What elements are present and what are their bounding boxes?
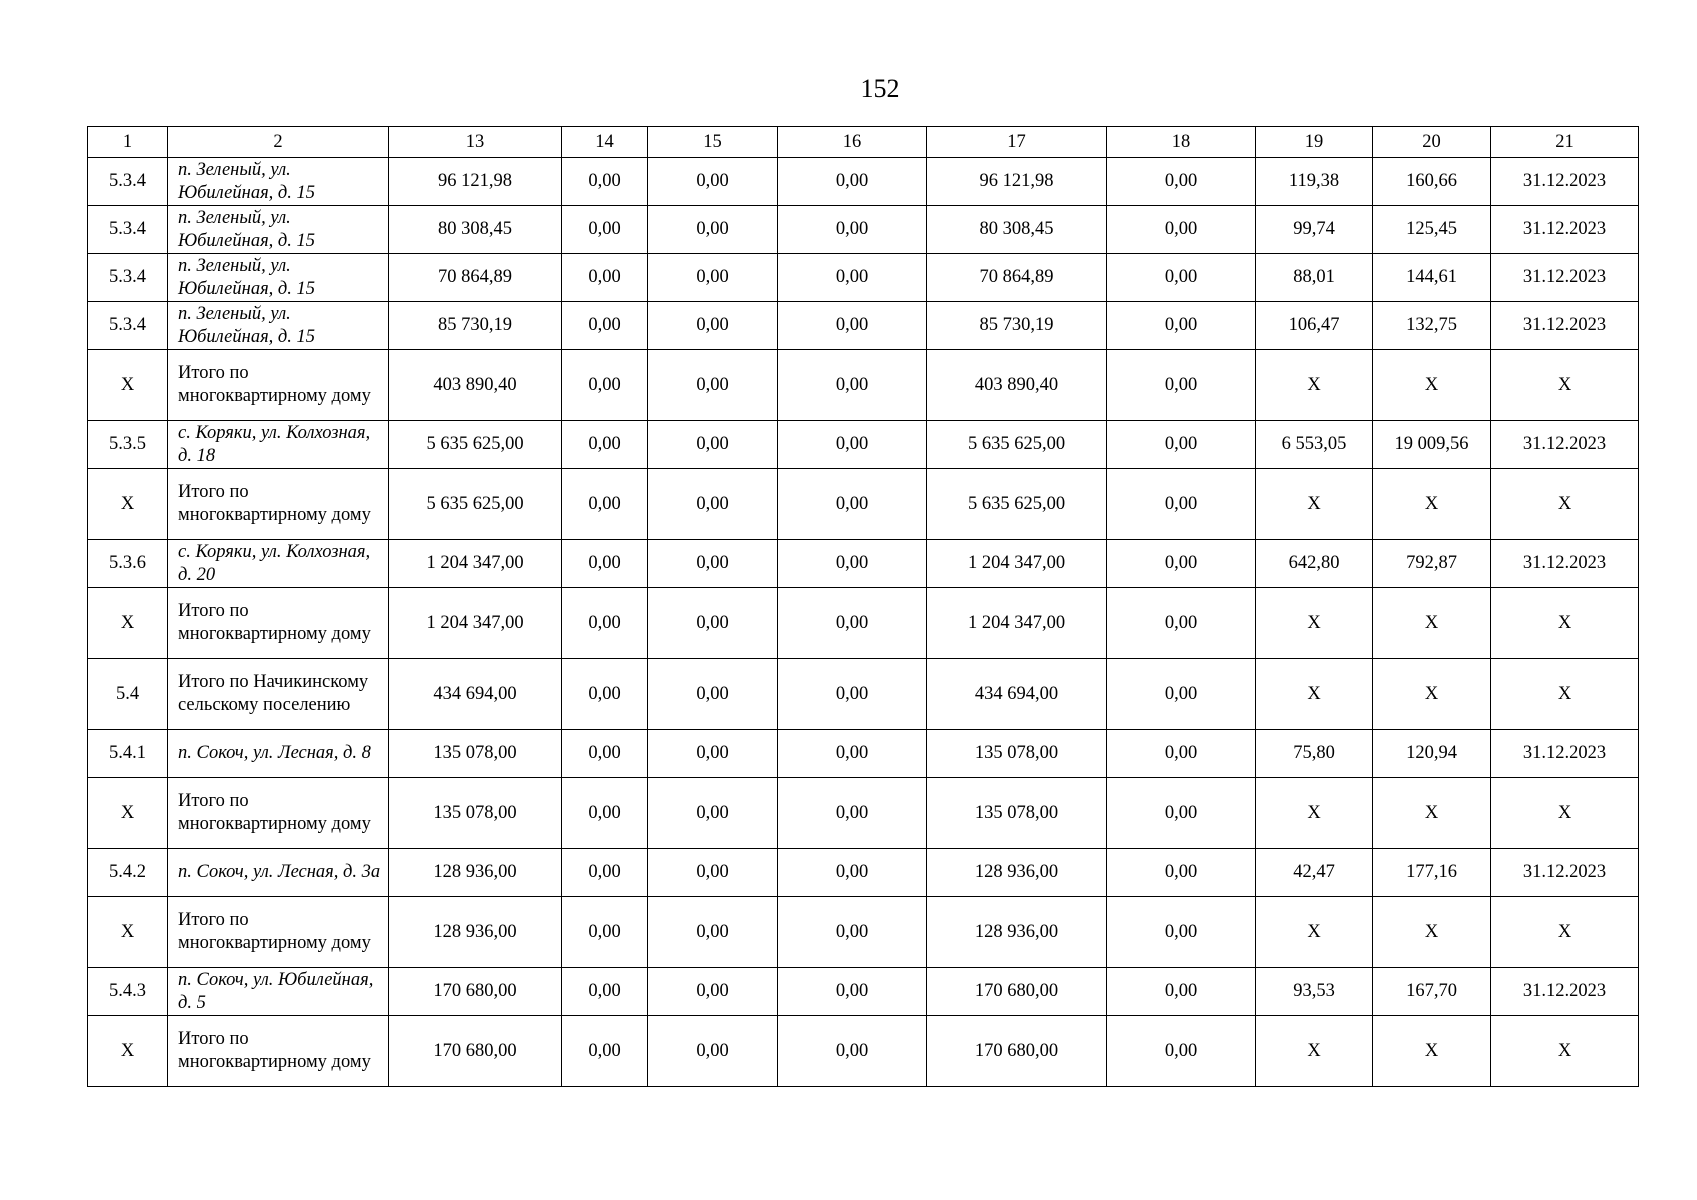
- cell-col14: 0,00: [562, 421, 648, 469]
- cell-col16: 0,00: [778, 897, 927, 968]
- cell-col13: 80 308,45: [389, 206, 562, 254]
- cell-col19: Х: [1256, 778, 1373, 849]
- cell-col19: 75,80: [1256, 730, 1373, 778]
- header-cell: 16: [778, 127, 927, 158]
- cell-col16: 0,00: [778, 588, 927, 659]
- cell-col17: 434 694,00: [927, 659, 1107, 730]
- cell-col13: 135 078,00: [389, 778, 562, 849]
- cell-col18: 0,00: [1107, 588, 1256, 659]
- cell-col18: 0,00: [1107, 421, 1256, 469]
- cell-col16: 0,00: [778, 469, 927, 540]
- cell-col13: 70 864,89: [389, 254, 562, 302]
- cell-col15: 0,00: [648, 158, 778, 206]
- cell-col15: 0,00: [648, 206, 778, 254]
- cell-col18: 0,00: [1107, 254, 1256, 302]
- table-row: [88, 302, 1639, 350]
- cell-col17: 85 730,19: [927, 302, 1107, 350]
- cell-col20: 160,66: [1373, 158, 1491, 206]
- cell-col20: 19 009,56: [1373, 421, 1491, 469]
- cell-col15: 0,00: [648, 421, 778, 469]
- table-row-total: [88, 1016, 1639, 1087]
- cell-address: п. Зеленый, ул. Юбилейная, д. 15: [168, 254, 389, 302]
- cell-col16: 0,00: [778, 158, 927, 206]
- cell-col13: 403 890,40: [389, 350, 562, 421]
- cell-col14: 0,00: [562, 588, 648, 659]
- cell-col21: Х: [1491, 588, 1639, 659]
- cell-col21: Х: [1491, 897, 1639, 968]
- table-row: [88, 254, 1639, 302]
- cell-col14: 0,00: [562, 540, 648, 588]
- cell-col14: 0,00: [562, 1016, 648, 1087]
- cell-col15: 0,00: [648, 350, 778, 421]
- cell-col17: 128 936,00: [927, 849, 1107, 897]
- cell-col15: 0,00: [648, 302, 778, 350]
- cell-col19: Х: [1256, 588, 1373, 659]
- cell-col17: 135 078,00: [927, 730, 1107, 778]
- table-row-total: [88, 778, 1639, 849]
- cell-col18: 0,00: [1107, 659, 1256, 730]
- cell-col14: 0,00: [562, 469, 648, 540]
- cell-number: 5.3.4: [88, 158, 168, 206]
- cell-col16: 0,00: [778, 659, 927, 730]
- cell-number: Х: [88, 897, 168, 968]
- cell-address: Итого по многоквартирному дому: [168, 1016, 389, 1087]
- cell-col15: 0,00: [648, 469, 778, 540]
- cell-col14: 0,00: [562, 897, 648, 968]
- cell-col15: 0,00: [648, 254, 778, 302]
- header-cell: 14: [562, 127, 648, 158]
- cell-col18: 0,00: [1107, 158, 1256, 206]
- cell-col20: 792,87: [1373, 540, 1491, 588]
- cell-col21: 31.12.2023: [1491, 254, 1639, 302]
- cell-address: Итого по многоквартирному дому: [168, 897, 389, 968]
- cell-col15: 0,00: [648, 778, 778, 849]
- cell-col20: 132,75: [1373, 302, 1491, 350]
- table-row-total: [88, 897, 1639, 968]
- cell-col13: 128 936,00: [389, 849, 562, 897]
- header-cell: 1: [88, 127, 168, 158]
- table-row: [88, 968, 1639, 1016]
- cell-col19: 88,01: [1256, 254, 1373, 302]
- cell-address: Итого по многоквартирному дому: [168, 469, 389, 540]
- cell-address: п. Сокоч, ул. Лесная, д. 8: [168, 730, 389, 778]
- table-row-total: [88, 588, 1639, 659]
- cell-number: Х: [88, 1016, 168, 1087]
- cell-col14: 0,00: [562, 659, 648, 730]
- cell-col16: 0,00: [778, 849, 927, 897]
- cell-col21: Х: [1491, 659, 1639, 730]
- header-cell: 15: [648, 127, 778, 158]
- table-row-total: [88, 350, 1639, 421]
- cell-col18: 0,00: [1107, 968, 1256, 1016]
- cell-col21: 31.12.2023: [1491, 421, 1639, 469]
- cell-col18: 0,00: [1107, 206, 1256, 254]
- table-row: [88, 730, 1639, 778]
- page-number: 152: [860, 74, 900, 103]
- cell-col17: 70 864,89: [927, 254, 1107, 302]
- cell-col17: 170 680,00: [927, 968, 1107, 1016]
- cell-col19: Х: [1256, 469, 1373, 540]
- cell-col13: 96 121,98: [389, 158, 562, 206]
- cell-col20: 144,61: [1373, 254, 1491, 302]
- cell-address: п. Зеленый, ул. Юбилейная, д. 15: [168, 158, 389, 206]
- cell-col14: 0,00: [562, 254, 648, 302]
- cell-number: 5.4.3: [88, 968, 168, 1016]
- cell-col15: 0,00: [648, 659, 778, 730]
- cell-col21: 31.12.2023: [1491, 206, 1639, 254]
- cell-col18: 0,00: [1107, 730, 1256, 778]
- cell-col17: 1 204 347,00: [927, 588, 1107, 659]
- header-cell: 18: [1107, 127, 1256, 158]
- cell-col15: 0,00: [648, 540, 778, 588]
- cell-col20: 125,45: [1373, 206, 1491, 254]
- cell-col20: Х: [1373, 897, 1491, 968]
- table-header-row: [88, 127, 1639, 158]
- data-table: [87, 126, 1639, 1087]
- cell-col14: 0,00: [562, 206, 648, 254]
- cell-col18: 0,00: [1107, 350, 1256, 421]
- cell-col19: Х: [1256, 1016, 1373, 1087]
- cell-col20: 167,70: [1373, 968, 1491, 1016]
- cell-col17: 403 890,40: [927, 350, 1107, 421]
- cell-number: Х: [88, 350, 168, 421]
- cell-col15: 0,00: [648, 1016, 778, 1087]
- cell-col16: 0,00: [778, 302, 927, 350]
- cell-col16: 0,00: [778, 968, 927, 1016]
- cell-col15: 0,00: [648, 897, 778, 968]
- cell-col14: 0,00: [562, 350, 648, 421]
- cell-col17: 128 936,00: [927, 897, 1107, 968]
- cell-address: Итого по многоквартирному дому: [168, 350, 389, 421]
- cell-col17: 135 078,00: [927, 778, 1107, 849]
- cell-col15: 0,00: [648, 730, 778, 778]
- cell-number: Х: [88, 469, 168, 540]
- header-cell: 17: [927, 127, 1107, 158]
- cell-col19: Х: [1256, 350, 1373, 421]
- cell-col17: 5 635 625,00: [927, 469, 1107, 540]
- cell-col13: 5 635 625,00: [389, 469, 562, 540]
- cell-col20: Х: [1373, 778, 1491, 849]
- cell-col18: 0,00: [1107, 302, 1256, 350]
- cell-col19: 93,53: [1256, 968, 1373, 1016]
- cell-col13: 85 730,19: [389, 302, 562, 350]
- cell-col20: 177,16: [1373, 849, 1491, 897]
- cell-col19: 642,80: [1256, 540, 1373, 588]
- cell-col14: 0,00: [562, 849, 648, 897]
- cell-col15: 0,00: [648, 849, 778, 897]
- table-row-total: [88, 659, 1639, 730]
- cell-col20: Х: [1373, 1016, 1491, 1087]
- cell-col17: 5 635 625,00: [927, 421, 1107, 469]
- cell-col13: 170 680,00: [389, 968, 562, 1016]
- cell-col13: 434 694,00: [389, 659, 562, 730]
- cell-address: п. Зеленый, ул. Юбилейная, д. 15: [168, 206, 389, 254]
- cell-col19: 119,38: [1256, 158, 1373, 206]
- cell-col21: 31.12.2023: [1491, 849, 1639, 897]
- cell-col13: 128 936,00: [389, 897, 562, 968]
- cell-col21: Х: [1491, 778, 1639, 849]
- cell-col21: Х: [1491, 350, 1639, 421]
- cell-number: 5.3.4: [88, 302, 168, 350]
- cell-col13: 5 635 625,00: [389, 421, 562, 469]
- cell-col18: 0,00: [1107, 778, 1256, 849]
- cell-address: с. Коряки, ул. Колхозная, д. 18: [168, 421, 389, 469]
- cell-address: п. Сокоч, ул. Лесная, д. 3а: [168, 849, 389, 897]
- cell-number: 5.3.5: [88, 421, 168, 469]
- cell-col18: 0,00: [1107, 897, 1256, 968]
- cell-number: 5.3.4: [88, 206, 168, 254]
- cell-col17: 80 308,45: [927, 206, 1107, 254]
- cell-number: 5.3.6: [88, 540, 168, 588]
- cell-col17: 1 204 347,00: [927, 540, 1107, 588]
- table-row: [88, 540, 1639, 588]
- cell-col20: Х: [1373, 659, 1491, 730]
- table-row-total: [88, 469, 1639, 540]
- cell-col14: 0,00: [562, 302, 648, 350]
- cell-col20: Х: [1373, 350, 1491, 421]
- cell-col21: 31.12.2023: [1491, 968, 1639, 1016]
- cell-col19: 106,47: [1256, 302, 1373, 350]
- cell-col17: 170 680,00: [927, 1016, 1107, 1087]
- cell-address: Итого по Начикинскому сельскому поселению: [168, 659, 389, 730]
- cell-col21: Х: [1491, 469, 1639, 540]
- cell-number: 5.4.1: [88, 730, 168, 778]
- cell-col13: 1 204 347,00: [389, 540, 562, 588]
- cell-col14: 0,00: [562, 730, 648, 778]
- cell-col16: 0,00: [778, 1016, 927, 1087]
- cell-number: Х: [88, 588, 168, 659]
- cell-number: 5.3.4: [88, 254, 168, 302]
- table-row: [88, 421, 1639, 469]
- cell-col16: 0,00: [778, 350, 927, 421]
- cell-number: 5.4.2: [88, 849, 168, 897]
- table-row: [88, 158, 1639, 206]
- cell-col18: 0,00: [1107, 469, 1256, 540]
- cell-col16: 0,00: [778, 778, 927, 849]
- cell-col14: 0,00: [562, 968, 648, 1016]
- cell-col17: 96 121,98: [927, 158, 1107, 206]
- cell-col21: 31.12.2023: [1491, 730, 1639, 778]
- cell-col20: Х: [1373, 469, 1491, 540]
- cell-col16: 0,00: [778, 730, 927, 778]
- cell-col19: Х: [1256, 897, 1373, 968]
- header-cell: 13: [389, 127, 562, 158]
- cell-col16: 0,00: [778, 540, 927, 588]
- cell-col18: 0,00: [1107, 1016, 1256, 1087]
- cell-col21: 31.12.2023: [1491, 158, 1639, 206]
- cell-col19: Х: [1256, 659, 1373, 730]
- cell-number: 5.4: [88, 659, 168, 730]
- cell-col19: 6 553,05: [1256, 421, 1373, 469]
- cell-address: п. Зеленый, ул. Юбилейная, д. 15: [168, 302, 389, 350]
- cell-number: Х: [88, 778, 168, 849]
- cell-col21: Х: [1491, 1016, 1639, 1087]
- header-cell: 19: [1256, 127, 1373, 158]
- table-row: [88, 206, 1639, 254]
- cell-col15: 0,00: [648, 968, 778, 1016]
- cell-col14: 0,00: [562, 778, 648, 849]
- cell-col13: 170 680,00: [389, 1016, 562, 1087]
- cell-address: Итого по многоквартирному дому: [168, 588, 389, 659]
- cell-col21: 31.12.2023: [1491, 302, 1639, 350]
- cell-col15: 0,00: [648, 588, 778, 659]
- header-cell: 20: [1373, 127, 1491, 158]
- cell-col13: 135 078,00: [389, 730, 562, 778]
- cell-col16: 0,00: [778, 254, 927, 302]
- cell-address: п. Сокоч, ул. Юбилейная, д. 5: [168, 968, 389, 1016]
- cell-col19: 99,74: [1256, 206, 1373, 254]
- cell-col18: 0,00: [1107, 540, 1256, 588]
- cell-address: с. Коряки, ул. Колхозная, д. 20: [168, 540, 389, 588]
- cell-col20: 120,94: [1373, 730, 1491, 778]
- cell-col16: 0,00: [778, 421, 927, 469]
- cell-col21: 31.12.2023: [1491, 540, 1639, 588]
- cell-col19: 42,47: [1256, 849, 1373, 897]
- cell-col14: 0,00: [562, 158, 648, 206]
- header-cell: 21: [1491, 127, 1639, 158]
- cell-col16: 0,00: [778, 206, 927, 254]
- cell-col13: 1 204 347,00: [389, 588, 562, 659]
- table-row: [88, 849, 1639, 897]
- cell-col20: Х: [1373, 588, 1491, 659]
- cell-address: Итого по многоквартирному дому: [168, 778, 389, 849]
- cell-col18: 0,00: [1107, 849, 1256, 897]
- header-cell: 2: [168, 127, 389, 158]
